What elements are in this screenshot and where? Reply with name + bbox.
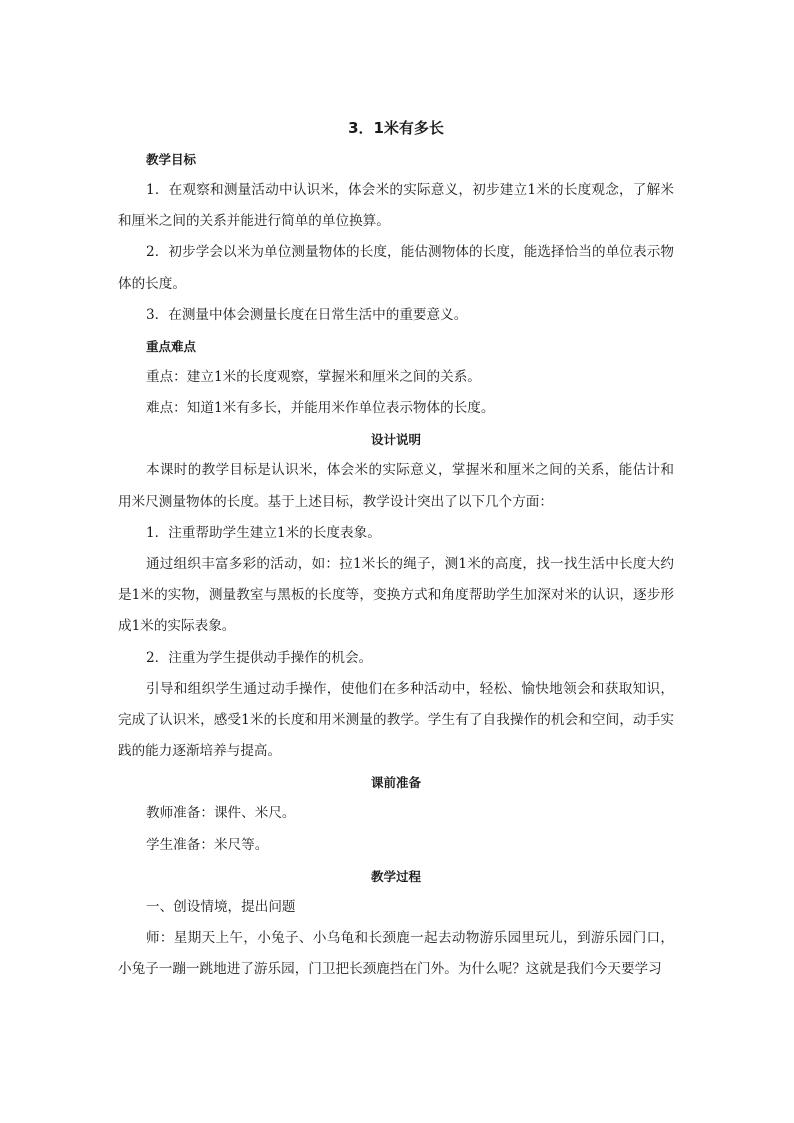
heading-teaching-goals: 教学目标 — [146, 152, 197, 167]
goal-item-3: 3．在测量中体会测量长度在日常生活中的重要意义。 — [146, 306, 468, 323]
goal-item-2: 2．初步学会以米为单位测量物体的长度，能估测物体的长度，能选择恰当的单位表示物体的长度。 — [118, 244, 674, 292]
heading-preparation: 课前准备 — [370, 775, 421, 791]
key-point: 重点：建立1米的长度观察，掌握米和厘米之间的关系。 — [146, 369, 481, 386]
design-point-2-title: 2．注重为学生提供动手操作的机会。 — [146, 649, 373, 666]
goal-item-1: 1．在观察和测量活动中认识米，体会米的实际意义，初步建立1米的长度观念，了解米和厘米之间的关系并能进行简单的单位换算。 — [118, 182, 674, 230]
difficulty-point: 难点：知道1米有多长，并能用米作单位表示物体的长度。 — [146, 400, 495, 417]
heading-key-difficult: 重点难点 — [146, 339, 197, 355]
design-point-2-text: 引导和组织学生通过动手操作，使他们在多种活动中，轻松、愉快地领会和获取知识，完成了认识米，感受1米的长度和用米测量的教学。学生有了自我操作的机会和空间，动手实践的能力逐渐培养与提高。 — [118, 680, 674, 760]
document-page — [118, 112, 674, 985]
design-point-1-text: 通过组织丰富多彩的活动，如：拉1米长的绳子，测1米的高度，找一找生活中长度大约是1米的实物，测量教室与黑板的长度等，变换方式和角度帮助学生加深对米的认识，逐步形成1米的实际表象。 — [118, 556, 674, 635]
design-intro: 本课时的教学目标是认识米，体会米的实际意义，掌握米和厘米之间的关系，能估计和用米尺测量物体的长度。基于上述目标，教学设计突出了以下几个方面： — [118, 462, 674, 510]
student-preparation: 学生准备：米尺等。 — [146, 836, 269, 853]
process-step-1: 一、创设情境，提出问题 — [146, 898, 296, 915]
process-dialogue: 师：星期天上午，小兔子、小乌龟和长颈鹿一起去动物游乐园里玩儿，到游乐园门口，小兔子一蹦一跳地进了游乐园，门卫把长颈鹿挡在门外。为什么呢？这就是我们今天要学习 — [118, 930, 674, 978]
teacher-preparation: 教师准备：课件、米尺。 — [146, 805, 296, 822]
page-title: 3．1米有多长 — [348, 119, 444, 137]
heading-teaching-process: 教学过程 — [370, 868, 421, 884]
heading-design-notes: 设计说明 — [370, 432, 421, 448]
design-point-1-title: 1．注重帮助学生建立1米的长度表象。 — [146, 524, 381, 541]
